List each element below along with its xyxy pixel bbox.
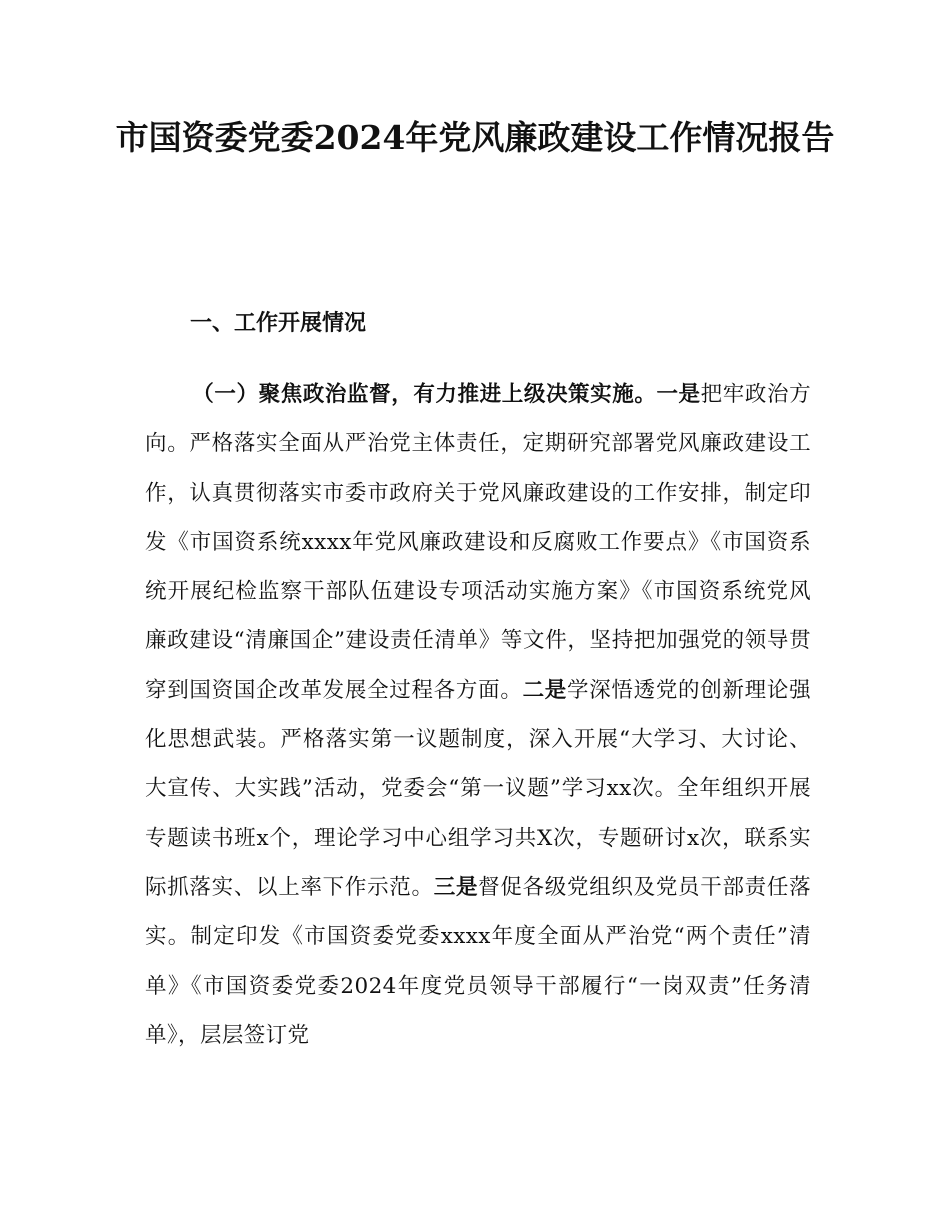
paragraph-subheading: （一）聚焦政治监督，有力推进上级决策实施。 [192,382,657,407]
point-marker-3: 三是 [433,874,479,900]
point-text-3: 督促各级党组织及党员干部责任落实。制定印发《市国资委党委xxxx年度全面从严治党“两个责任”清单》《市国资委党委2024年度党员领导干部履行“一岗双责”任务清单》，层层签订党 [145,874,811,1048]
section-heading: 一、工作开展情况 [190,311,367,336]
point-text-2: 学深悟透党的创新理论强化思想武装。严格落实第一议题制度，深入开展“大学习、大讨论、大宣传、大实践”活动，党委会“第一议题”学习xx次。全年组织开展专题读书班x个，理论学习中心组学习共X次，专题研讨x次，联系实际抓落实、以上率下作示范。 [145,677,811,900]
document-title: 市国资委党委2024年党风廉政建设工作情况报告 [115,118,835,157]
point-marker-2: 二是 [522,677,567,703]
body-paragraph [145,370,811,1060]
point-text-1: 把牢政治方向。严格落实全面从严治党主体责任，定期研究部署党风廉政建设工作，认真贯彻落实市委市政府关于党风廉政建设的工作安排，制定印发《市国资系统xxxx年党风廉政建设和反腐败工作要点》《市国资系统开展纪检监察干部队伍建设专项活动实施方案》《市国资系统党风廉政建设“清廉国企”建设责任清单》等文件，坚持把加强党的领导贯穿到国资国企改革发展全过程各方面。 [145,382,811,703]
point-marker-1: 一是 [656,382,701,407]
